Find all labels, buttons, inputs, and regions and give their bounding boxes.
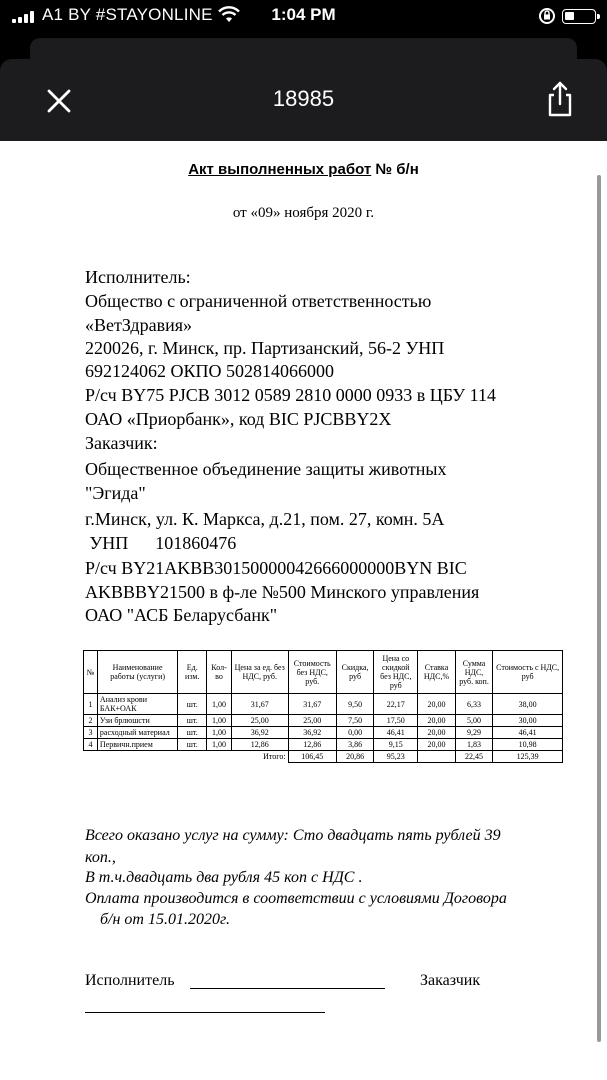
table-cell: 20,00: [418, 715, 456, 727]
share-icon: [542, 79, 578, 119]
act-title: [0, 161, 607, 178]
table-row: [84, 715, 563, 727]
table-blank: [84, 751, 232, 763]
doc-line: ОАО "АСБ Беларусбанк": [85, 605, 278, 625]
summary-line: Всего оказано услуг на сумму: Сто двадцать пять рублей 39: [85, 827, 501, 844]
summary-line: Оплата производится в соответствии с условиями Договора: [85, 890, 507, 907]
table-header: Наименование работы (услуги): [97, 651, 177, 694]
table-cell: шт.: [178, 694, 207, 715]
totals-vat-rate-blank: [418, 751, 456, 763]
doc-line: Заказчик:: [85, 433, 158, 453]
customer-signature-line: [85, 1012, 325, 1013]
totals-label: Итого:: [263, 752, 286, 762]
table-cell: 31,67: [288, 694, 336, 715]
table-header: Цена со скидкой без НДС, руб: [374, 651, 418, 694]
table-cell: шт.: [178, 727, 207, 739]
table-cell: 1,00: [207, 739, 232, 751]
carrier-label: A1 BY #STAYONLINE: [42, 5, 213, 24]
act-date: от «09» ноября 2020 г.: [232, 205, 375, 221]
executor-signature-line: [190, 988, 385, 989]
table-header: Стоимость без НДС, руб.: [288, 651, 336, 694]
table-cell: 20,00: [418, 694, 456, 715]
table-header: Цена за ед. без НДС, руб.: [231, 651, 288, 694]
table-cell: 3: [84, 727, 98, 739]
table-cell: 46,41: [374, 727, 418, 739]
table-header: Скидка, руб: [336, 651, 374, 694]
doc-line: ОАО «Приорбанк», код BIC PJCBBY2X: [85, 409, 392, 429]
table-cell: 3,86: [336, 739, 374, 751]
table-cell: 12,86: [231, 739, 288, 751]
viewer-nav-bar: [0, 59, 607, 141]
table-cell: расходный материал: [97, 727, 177, 739]
table-header: Стоимость с НДС, руб: [493, 651, 563, 694]
table-cell: 1,83: [455, 739, 493, 751]
table-cell: 9,15: [374, 739, 418, 751]
table-cell: 46,41: [493, 727, 563, 739]
act-title-main: Акт выполненных работ: [188, 161, 372, 178]
table-cell: шт.: [178, 715, 207, 727]
table-cell: шт.: [178, 739, 207, 751]
table-cell: 1,00: [207, 715, 232, 727]
doc-line: Общество с ограниченной ответственностью: [85, 291, 432, 311]
act-title-number: № б/н: [375, 161, 419, 178]
summary-line: коп.,: [85, 849, 116, 866]
doc-line: г.Минск, ул. К. Маркса, д.21, пом. 27, комн. 5А: [85, 509, 445, 529]
summary-line: В т.ч.двадцать два рубля 45 коп с НДС .: [85, 869, 363, 886]
executor-signature-label: Исполнитель: [85, 972, 175, 989]
doc-line: Р/сч BY75 PJCB 3012 0589 2810 0000 0933 в ЦБУ 114: [85, 385, 497, 405]
doc-line: «ВетЗдравия»: [85, 315, 192, 335]
doc-line: Р/сч BY21AKBB30150000042666000000BYN BIC: [85, 558, 467, 578]
status-time: 1:04 PM: [271, 5, 336, 24]
summary-line: б/н от 15.01.2020г.: [100, 911, 231, 928]
table-cell: 9,29: [455, 727, 493, 739]
totals-cost-with-vat: 125,39: [493, 751, 563, 763]
scroll-indicator[interactable]: [597, 175, 601, 1042]
doc-line: УНП 101860476: [85, 533, 237, 553]
document-page: [0, 141, 607, 1080]
table-header: №: [84, 651, 98, 694]
table-cell: 7,50: [336, 715, 374, 727]
doc-line: "Эгида": [85, 483, 146, 503]
table-header: Ставка НДС,%: [418, 651, 456, 694]
table-cell: 25,00: [288, 715, 336, 727]
doc-line: 220026, г. Минск, пр. Партизанский, 56-2 УНП: [85, 338, 445, 358]
table-header: Кол-во: [207, 651, 232, 694]
table-header: Ед. изм.: [178, 651, 207, 694]
table-cell: 0,00: [336, 727, 374, 739]
table-cell: 1,00: [207, 727, 232, 739]
table-cell: Узи брлюшсти: [97, 715, 177, 727]
table-cell: 6,33: [455, 694, 493, 715]
table-cell: 25,00: [231, 715, 288, 727]
table-cell: 2: [84, 715, 98, 727]
table-cell: 20,00: [418, 727, 456, 739]
totals-cost-no-vat: 106,45: [288, 751, 336, 763]
table-cell: 17,50: [374, 715, 418, 727]
table-cell: 30,00: [493, 715, 563, 727]
doc-line: Общественное объединение защиты животных: [85, 459, 447, 479]
customer-signature-label: Заказчик: [420, 972, 481, 989]
table-cell: 36,92: [288, 727, 336, 739]
doc-line: 692124062 ОКПО 502814066000: [85, 361, 335, 381]
table-cell: 10,98: [493, 739, 563, 751]
table-header-row: [84, 651, 563, 694]
rotation-lock-icon: [538, 7, 556, 25]
table-row: [84, 739, 563, 751]
table-row: [84, 727, 563, 739]
table-header: Сумма НДС, руб. коп.: [455, 651, 493, 694]
totals-discounted: 95,23: [374, 751, 418, 763]
table-cell: Первичн.прием: [97, 739, 177, 751]
table-totals-row: [84, 751, 563, 763]
doc-line: Исполнитель:: [85, 267, 191, 287]
share-button[interactable]: [542, 79, 578, 119]
table-cell: 9,50: [336, 694, 374, 715]
doc-line: AKBBBY21500 в ф-ле №500 Минского управления: [85, 582, 480, 602]
table-cell: 1,00: [207, 694, 232, 715]
table-cell: 5,00: [455, 715, 493, 727]
totals-discount: 20,86: [336, 751, 374, 763]
table-cell: 31,67: [231, 694, 288, 715]
table-cell: 20,00: [418, 739, 456, 751]
status-bar: [0, 0, 607, 34]
table-cell: Анализ крови БАК+ОАК: [97, 694, 177, 715]
totals-vat-sum: 22,45: [455, 751, 493, 763]
services-table: [83, 650, 563, 763]
table-cell: 38,00: [493, 694, 563, 715]
table-cell: 22,17: [374, 694, 418, 715]
table-cell: 12,86: [288, 739, 336, 751]
table-cell: 1: [84, 694, 98, 715]
table-row: [84, 694, 563, 715]
battery-icon: [562, 9, 596, 24]
document-title: 18985: [272, 86, 335, 111]
table-cell: 36,92: [231, 727, 288, 739]
table-cell: 4: [84, 739, 98, 751]
